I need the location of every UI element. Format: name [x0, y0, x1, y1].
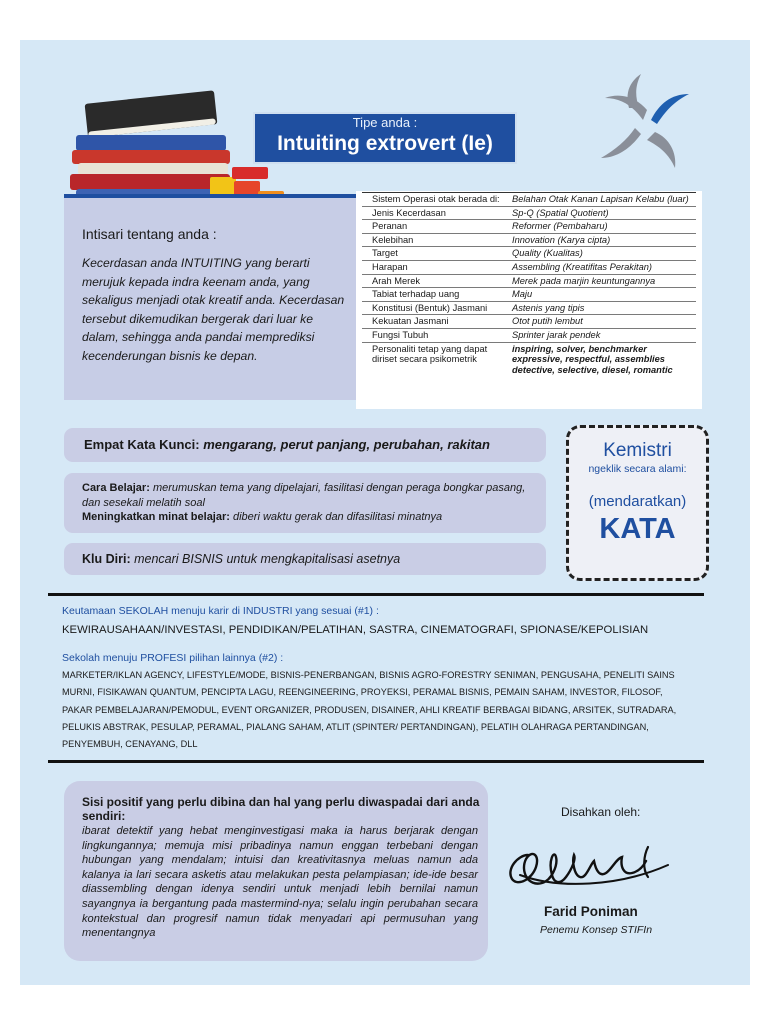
kemistri-title: Kemistri — [603, 440, 672, 461]
self-clue-label: Klu Diri: — [82, 552, 131, 566]
trait-value: Reformer (Pembaharu) — [502, 220, 696, 234]
learning-style-value: merumuskan tema yang dipelajari, fasilitasi dengan peraga bongkar pasang, dan sesekali melatih soal — [82, 482, 526, 509]
keywords-label: Empat Kata Kunci: — [84, 437, 200, 452]
trait-key: Arah Merek — [362, 274, 502, 288]
table-row — [362, 274, 696, 288]
trait-key: Konstitusi (Bentuk) Jasmani — [362, 301, 502, 315]
table-row — [362, 301, 696, 315]
keywords-value: mengarang, perut panjang, perubahan, rakitan — [203, 437, 490, 452]
learning-style-line — [82, 481, 542, 511]
divider — [48, 593, 704, 596]
learning-interest-value: diberi waktu gerak dan difasilitasi minatnya — [233, 511, 443, 523]
trait-key: Peranan — [362, 220, 502, 234]
profile-sheet — [20, 40, 750, 985]
self-clue-value: mencari BISNIS untuk mengkapitalisasi asetnya — [134, 552, 401, 566]
trait-value: inspiring, solver, benchmarker expressive, respectful, assemblies detective, selective, diesel, romantic — [512, 343, 673, 375]
stifin-logo-icon — [585, 68, 705, 188]
table-row — [362, 342, 696, 376]
trait-key: Kekuatan Jasmani — [362, 315, 502, 329]
learning-interest-label: Meningkatkan minat belajar: — [82, 511, 230, 523]
trait-key: Jenis Kecerdasan — [362, 206, 502, 220]
trait-value: Sp-Q (Spatial Quotient) — [502, 206, 696, 220]
table-row — [362, 233, 696, 247]
keywords-line — [84, 437, 490, 452]
trait-key: Target — [362, 247, 502, 261]
trait-value: Otot putih lembut — [502, 315, 696, 329]
kemistri-verb: (mendaratkan) — [588, 493, 687, 510]
table-row — [362, 220, 696, 234]
table-row — [362, 260, 696, 274]
industry-heading: Keutamaan SEKOLAH menuju karir di INDUSTRI yang sesuai (#1) : — [62, 605, 379, 617]
traits-table — [356, 191, 702, 409]
table-row — [362, 328, 696, 342]
kemistri-box — [566, 425, 709, 581]
type-label: Tipe anda : — [352, 115, 418, 130]
trait-value: Merek pada marjin keuntungannya — [502, 274, 696, 288]
approved-by-label: Disahkan oleh: — [561, 805, 641, 819]
trait-value: Belahan Otak Kanan Lapisan Kelabu (luar) — [502, 193, 696, 207]
industry-list: KEWIRAUSAHAAN/INVESTASI, PENDIDIKAN/PELATIHAN, SASTRA, CINEMATOGRAFI, SPIONASE/KEPOLISIAN — [62, 624, 649, 636]
table-row — [362, 206, 696, 220]
profession-list: MARKETER/IKLAN AGENCY, LIFESTYLE/MODE, BISNIS-PENERBANGAN, BISNIS AGRO-FORESTRY SENIMAN, PENGUSAHA, PENELITI SAINS MURNI, FISIKAWAN QUANTUM, PENCIPTA LAGU, REENGINEERING, PROYEKSI, PERAMAL BISNIS, PEMAIN SAHAM, INVESTOR, FILOSOF, PAKAR PEMBELAJARAN/PEMODUL, EVENT ORGANIZER, PRODUSEN, DISAINER, AHLI KREATIF BERBAGAI BIDANG, ARSITEK, SUTRADARA, PELUKIS ABSTRAK, PESULAP, PERAMAL, PIALANG SAHAM, ATLIT (SPINTER/ PERTANDINGAN), PELATIH OLAHRAGA PERTANDINGAN, PENYEMBUH, CENAYANG, DLL — [62, 670, 677, 750]
type-name: Intuiting extrovert (Ie) — [277, 132, 493, 155]
trait-key: Tabiat terhadap uang — [362, 288, 502, 302]
positive-body: ibarat detektif yang hebat menginvestigasi maka ia harus berjarak dengan lingkungannya; memuja misi pribadinya namun enggan terbebani dengan hubungan yang mendalam; intuisi dan kreativitasnya meluas namun ada kalanya ia lari secara asketis atau melakukan pesta pelampiasan; ide-ide besar diassembling dengan idenya sendiri untuk menjadi lebih bernilai namun sayangnya ia bergantung pada mastermind-nya; selalu ingin perubahan secara kontekstual dan progresif namun tidak menyadari api permusuhan yang menentangnya — [82, 825, 478, 940]
keywords-bar — [64, 428, 546, 462]
trait-key: Kelebihan — [362, 233, 502, 247]
table-row — [362, 247, 696, 261]
signer-role: Penemu Konsep STIFIn — [540, 924, 653, 936]
trait-value: Innovation (Karya cipta) — [502, 233, 696, 247]
trait-value: Quality (Kualitas) — [502, 247, 696, 261]
divider — [48, 760, 704, 763]
kemistri-word: KATA — [599, 513, 676, 545]
trait-key: Personaliti tetap yang dapat diriset secara psikometrik — [372, 343, 488, 365]
profession-heading: Sekolah menuju PROFESI pilihan lainnya (#2) : — [62, 652, 284, 664]
table-row — [362, 193, 696, 207]
intro-panel — [64, 194, 362, 400]
trait-key: Fungsi Tubuh — [362, 328, 502, 342]
personality-type-banner — [253, 112, 517, 164]
trait-value: Astenis yang tipis — [502, 301, 696, 315]
intro-heading: Intisari tentang anda : — [82, 226, 217, 242]
intro-body: Kecerdasan anda INTUITING yang berarti merujuk kepada indra keenam anda, yang sekaligus menjadi otak kreatif anda. Kecerdasan tersebut dikemudikan bergerak dari luar ke dalam, sehingga anda pandai memprediksi kecenderungan bisnis ke depan. — [82, 256, 345, 363]
signature-icon — [498, 825, 678, 915]
signer-name: Farid Poniman — [544, 904, 638, 919]
self-clue-line — [82, 552, 400, 566]
trait-key: Sistem Operasi otak berada di: — [362, 193, 502, 207]
trait-value: Maju — [502, 288, 696, 302]
trait-value: Sprinter jarak pendek — [502, 328, 696, 342]
learning-bar — [64, 473, 546, 533]
positive-heading: Sisi positif yang perlu dibina dan hal yang perlu diwaspadai dari anda sendiri: — [82, 795, 480, 823]
kemistri-subtitle: ngeklik secara alami: — [588, 463, 687, 475]
self-clue-bar — [64, 543, 546, 575]
table-row — [362, 288, 696, 302]
trait-key: Harapan — [362, 260, 502, 274]
learning-interest-line — [82, 511, 442, 523]
learning-style-label: Cara Belajar: — [82, 482, 150, 494]
trait-value: Assembling (Kreatifitas Perakitan) — [502, 260, 696, 274]
positive-side-panel — [64, 781, 488, 961]
table-row — [362, 315, 696, 329]
